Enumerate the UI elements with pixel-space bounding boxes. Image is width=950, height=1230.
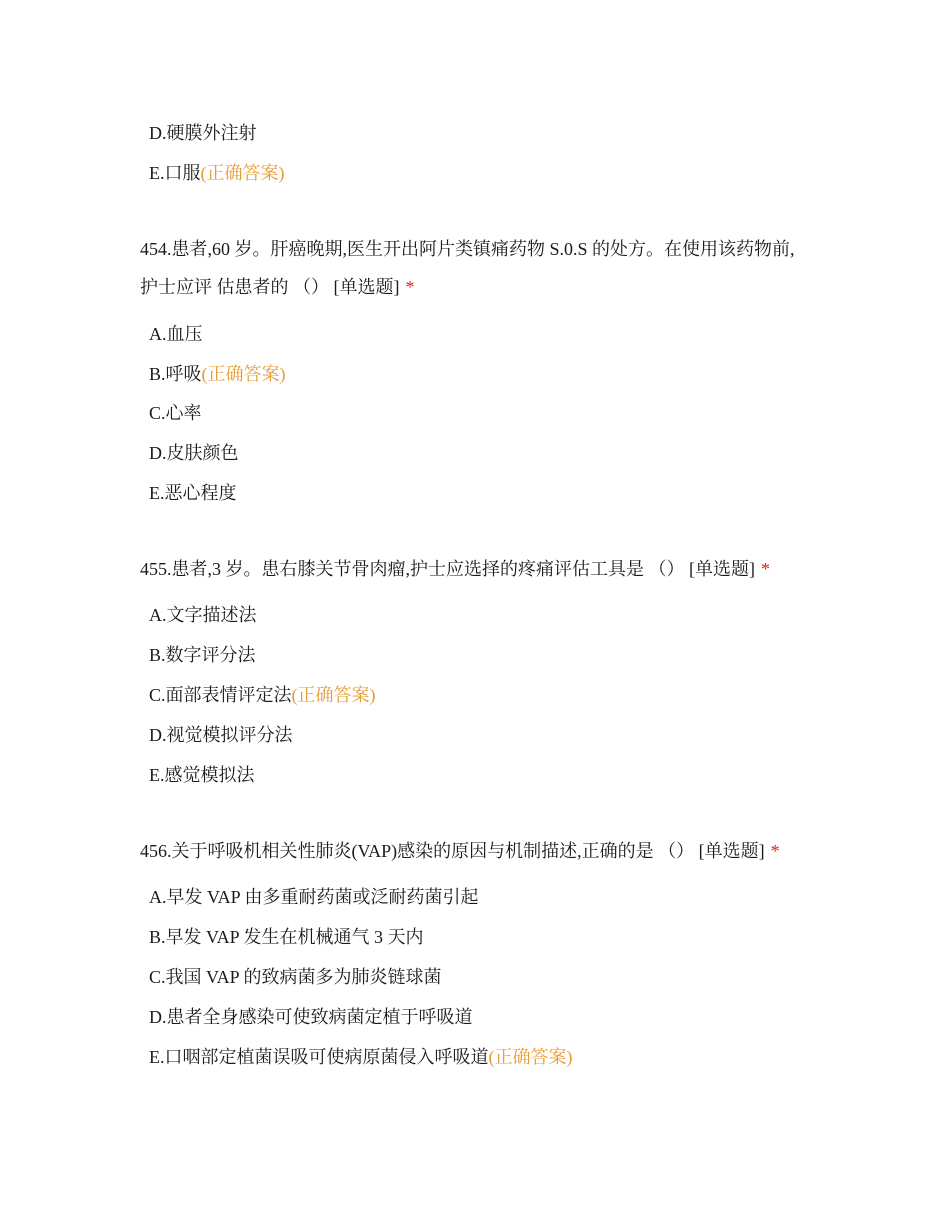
option-text: E.恶心程度 bbox=[149, 483, 237, 503]
correct-answer-mark: (正确答案) bbox=[488, 1047, 573, 1067]
option-text: B.早发 VAP 发生在机械通气 3 天内 bbox=[149, 927, 424, 947]
q455-option-d bbox=[149, 723, 293, 747]
q456-option-c bbox=[149, 965, 442, 989]
q454-option-d bbox=[149, 441, 239, 465]
option-text: A.早发 VAP 由多重耐药菌或泛耐药菌引起 bbox=[149, 887, 479, 907]
option-text: E.口咽部定植菌误吸可使病原菌侵入呼吸道 bbox=[149, 1047, 489, 1067]
option-text: C.我国 VAP 的致病菌多为肺炎链球菌 bbox=[149, 967, 442, 987]
question-text: 456.关于呼吸机相关性肺炎(VAP)感染的原因与机制描述,正确的是 （） [单选题] bbox=[140, 841, 765, 861]
q456-option-d bbox=[149, 1005, 473, 1029]
correct-answer-mark: (正确答案) bbox=[291, 685, 376, 705]
question-456 bbox=[140, 832, 810, 870]
q455-option-c bbox=[149, 683, 376, 707]
option-text: C.心率 bbox=[149, 403, 202, 423]
q456-option-a bbox=[149, 885, 479, 909]
question-text: 455.患者,3 岁。患右膝关节骨肉瘤,护士应选择的疼痛评估工具是 （） [单选题] bbox=[140, 559, 755, 579]
required-mark: * bbox=[761, 559, 770, 579]
option-text: A.文字描述法 bbox=[149, 605, 257, 625]
option-text: D.硬膜外注射 bbox=[149, 123, 257, 143]
option-text: E.感觉模拟法 bbox=[149, 765, 255, 785]
correct-answer-mark: (正确答案) bbox=[201, 364, 286, 384]
required-mark: * bbox=[770, 841, 780, 861]
q455-option-b bbox=[149, 643, 256, 667]
q454-option-a bbox=[149, 322, 203, 346]
q454-option-e bbox=[149, 481, 237, 505]
question-text: 454.患者,60 岁。肝癌晚期,医生开出阿片类镇痛药物 S.0.S 的处方。在使用该药物前,护士应评 估患者的 （） [单选题] bbox=[140, 239, 795, 297]
question-455 bbox=[140, 550, 810, 588]
q456-option-b bbox=[149, 925, 424, 949]
option-text: B.呼吸 bbox=[149, 364, 202, 384]
option-text: A.血压 bbox=[149, 324, 203, 344]
q455-option-e bbox=[149, 763, 255, 787]
correct-answer-mark: (正确答案) bbox=[200, 163, 285, 183]
option-d-prev bbox=[149, 121, 257, 145]
option-e-prev bbox=[149, 161, 285, 185]
option-text: D.视觉模拟评分法 bbox=[149, 725, 293, 745]
required-mark: * bbox=[405, 277, 415, 297]
q455-option-a bbox=[149, 603, 257, 627]
q454-option-c bbox=[149, 401, 202, 425]
option-text: C.面部表情评定法 bbox=[149, 685, 292, 705]
option-text: D.患者全身感染可使致病菌定植于呼吸道 bbox=[149, 1007, 473, 1027]
option-text: B.数字评分法 bbox=[149, 645, 256, 665]
option-text: D.皮肤颜色 bbox=[149, 443, 239, 463]
option-text: E.口服 bbox=[149, 163, 201, 183]
q456-option-e bbox=[149, 1045, 573, 1069]
question-454 bbox=[140, 230, 810, 306]
q454-option-b bbox=[149, 362, 286, 386]
